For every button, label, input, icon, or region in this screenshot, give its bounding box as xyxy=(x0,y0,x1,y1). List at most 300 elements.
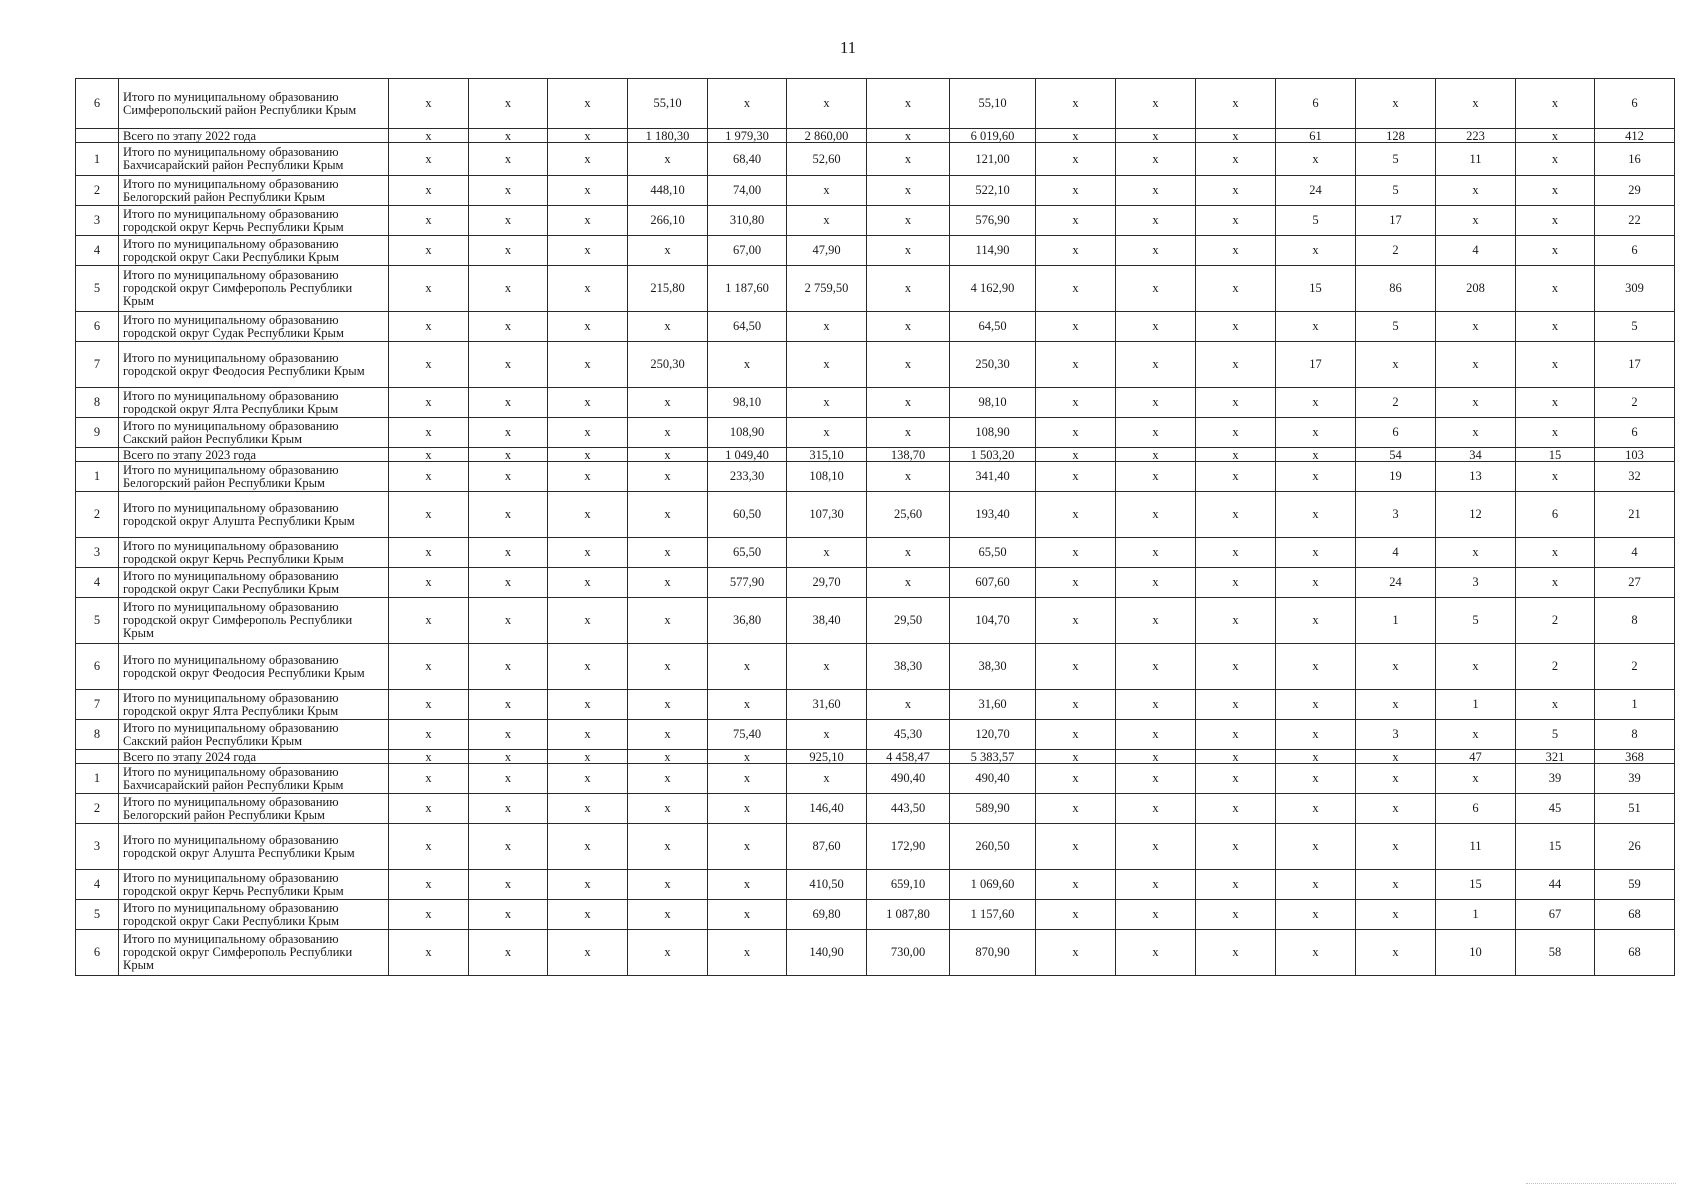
total-row xyxy=(76,750,1675,764)
row-number xyxy=(76,129,119,143)
table-cell: х xyxy=(628,690,708,720)
table-cell: х xyxy=(469,312,548,342)
table-row xyxy=(76,794,1675,824)
table-cell: х xyxy=(1116,720,1196,750)
row-name: Итого по муниципальному образованию Бахчисарайский район Республики Крым xyxy=(119,143,389,176)
table-cell: х xyxy=(628,492,708,538)
table-cell: х xyxy=(1196,930,1276,976)
table-cell: 193,40 xyxy=(950,492,1036,538)
table-cell: 6 019,60 xyxy=(950,129,1036,143)
table-row xyxy=(76,538,1675,568)
table-cell: х xyxy=(469,462,548,492)
table-cell: х xyxy=(628,644,708,690)
table-cell: х xyxy=(469,750,548,764)
row-name: Итого по муниципальному образованию городской округ Симферополь Республики Крым xyxy=(119,930,389,976)
table-cell: х xyxy=(1276,598,1356,644)
table-cell: х xyxy=(1116,690,1196,720)
table-cell: 341,40 xyxy=(950,462,1036,492)
table-cell: х xyxy=(1196,750,1276,764)
table-cell: 108,90 xyxy=(708,418,787,448)
table-cell: 659,10 xyxy=(867,870,950,900)
table-cell: х xyxy=(1276,418,1356,448)
row-name: Итого по муниципальному образованию городской округ Саки Республики Крым xyxy=(119,568,389,598)
table-cell: 5 xyxy=(1436,598,1516,644)
row-number: 1 xyxy=(76,462,119,492)
table-cell: х xyxy=(1436,79,1516,129)
table-cell: х xyxy=(548,644,628,690)
table-cell: х xyxy=(1276,764,1356,794)
row-name: Итого по муниципальному образованию Сакский район Республики Крым xyxy=(119,418,389,448)
table-cell: 140,90 xyxy=(787,930,867,976)
table-cell: 4 xyxy=(1436,236,1516,266)
table-cell: х xyxy=(1516,129,1595,143)
table-cell: х xyxy=(389,492,469,538)
table-cell: 172,90 xyxy=(867,824,950,870)
row-name: Итого по муниципальному образованию Белогорский район Республики Крым xyxy=(119,794,389,824)
table-cell: 3 xyxy=(1356,492,1436,538)
table-cell: х xyxy=(1116,930,1196,976)
table-cell: х xyxy=(1276,720,1356,750)
table-cell: х xyxy=(1036,870,1116,900)
table-cell: 1 049,40 xyxy=(708,448,787,462)
table-cell: 34 xyxy=(1436,448,1516,462)
table-cell: х xyxy=(548,342,628,388)
table-cell: 114,90 xyxy=(950,236,1036,266)
table-cell: х xyxy=(548,870,628,900)
table-cell: х xyxy=(469,236,548,266)
table-cell: х xyxy=(1436,312,1516,342)
row-number: 8 xyxy=(76,388,119,418)
table-cell: 107,30 xyxy=(787,492,867,538)
table-cell: 121,00 xyxy=(950,143,1036,176)
table-cell: х xyxy=(469,342,548,388)
table-cell: х xyxy=(1036,129,1116,143)
table-cell: х xyxy=(628,598,708,644)
table-cell: х xyxy=(389,870,469,900)
table-cell: 17 xyxy=(1356,206,1436,236)
table-cell: х xyxy=(1196,388,1276,418)
table-cell: х xyxy=(1276,538,1356,568)
table-cell: х xyxy=(1356,794,1436,824)
table-cell: х xyxy=(708,342,787,388)
table-cell: х xyxy=(548,900,628,930)
table-cell: 103 xyxy=(1595,448,1675,462)
table-cell: 55,10 xyxy=(950,79,1036,129)
table-cell: х xyxy=(787,764,867,794)
table-cell: 8 xyxy=(1595,598,1675,644)
table-cell: х xyxy=(389,930,469,976)
table-cell: 38,30 xyxy=(867,644,950,690)
table-cell: х xyxy=(1196,129,1276,143)
table-cell: 29,70 xyxy=(787,568,867,598)
row-number xyxy=(76,448,119,462)
table-cell: 75,40 xyxy=(708,720,787,750)
row-number: 9 xyxy=(76,418,119,448)
table-cell: х xyxy=(1036,644,1116,690)
row-name: Всего по этапу 2023 года xyxy=(119,448,389,462)
table-cell: 39 xyxy=(1516,764,1595,794)
row-name: Итого по муниципальному образованию городской округ Феодосия Республики Крым xyxy=(119,644,389,690)
table-cell: х xyxy=(1516,462,1595,492)
row-number: 7 xyxy=(76,342,119,388)
table-cell: х xyxy=(1196,312,1276,342)
table-cell: х xyxy=(867,129,950,143)
table-cell: 54 xyxy=(1356,448,1436,462)
table-cell: 11 xyxy=(1436,824,1516,870)
table-cell: х xyxy=(1196,568,1276,598)
table-cell: х xyxy=(1516,206,1595,236)
table-cell: х xyxy=(1036,764,1116,794)
table-cell: 2 860,00 xyxy=(787,129,867,143)
table-cell: х xyxy=(867,266,950,312)
table-cell: х xyxy=(1196,176,1276,206)
row-name: Всего по этапу 2022 года xyxy=(119,129,389,143)
table-cell: 208 xyxy=(1436,266,1516,312)
table-cell: 870,90 xyxy=(950,930,1036,976)
table-cell: х xyxy=(469,900,548,930)
table-cell: х xyxy=(389,129,469,143)
table-cell: 65,50 xyxy=(708,538,787,568)
table-cell: х xyxy=(628,794,708,824)
table-cell: 1 xyxy=(1436,690,1516,720)
table-cell: х xyxy=(628,900,708,930)
table-cell: х xyxy=(548,824,628,870)
table-cell: 21 xyxy=(1595,492,1675,538)
table-cell: х xyxy=(1036,930,1116,976)
table-cell: х xyxy=(1036,176,1116,206)
table-cell: х xyxy=(1276,312,1356,342)
table-cell: х xyxy=(1276,794,1356,824)
table-cell: х xyxy=(628,312,708,342)
table-cell: х xyxy=(389,794,469,824)
table-cell: х xyxy=(628,824,708,870)
row-number: 6 xyxy=(76,79,119,129)
table-cell: 250,30 xyxy=(628,342,708,388)
table-cell: х xyxy=(787,644,867,690)
table-cell: х xyxy=(787,720,867,750)
table-cell: х xyxy=(548,690,628,720)
table-cell: х xyxy=(1116,176,1196,206)
table-cell: 607,60 xyxy=(950,568,1036,598)
table-cell: х xyxy=(548,492,628,538)
table-cell: х xyxy=(1036,568,1116,598)
row-name: Итого по муниципальному образованию городской округ Ялта Республики Крым xyxy=(119,690,389,720)
row-number: 7 xyxy=(76,690,119,720)
table-cell: х xyxy=(1356,342,1436,388)
table-cell: х xyxy=(1436,764,1516,794)
table-cell: х xyxy=(1036,418,1116,448)
table-cell: х xyxy=(389,720,469,750)
table-row xyxy=(76,690,1675,720)
row-number: 1 xyxy=(76,143,119,176)
table-cell: х xyxy=(1356,870,1436,900)
table-cell: х xyxy=(628,143,708,176)
table-cell: 490,40 xyxy=(867,764,950,794)
table-cell: х xyxy=(548,598,628,644)
table-cell: 215,80 xyxy=(628,266,708,312)
table-cell: х xyxy=(389,79,469,129)
table-cell: х xyxy=(787,79,867,129)
row-name: Всего по этапу 2024 года xyxy=(119,750,389,764)
table-cell: х xyxy=(1116,764,1196,794)
table-cell: х xyxy=(1436,176,1516,206)
row-name: Итого по муниципальному образованию городской округ Керчь Республики Крым xyxy=(119,870,389,900)
table-cell: х xyxy=(1356,930,1436,976)
table-cell: х xyxy=(1196,143,1276,176)
table-cell: х xyxy=(867,206,950,236)
table-cell: 315,10 xyxy=(787,448,867,462)
table-cell: 5 xyxy=(1356,143,1436,176)
row-number: 5 xyxy=(76,266,119,312)
table-cell: х xyxy=(787,176,867,206)
table-cell: 250,30 xyxy=(950,342,1036,388)
table-cell: х xyxy=(1196,794,1276,824)
table-row xyxy=(76,418,1675,448)
table-row xyxy=(76,312,1675,342)
table-cell: х xyxy=(548,764,628,794)
table-cell: х xyxy=(1036,538,1116,568)
table-cell: 138,70 xyxy=(867,448,950,462)
table-cell: х xyxy=(389,644,469,690)
table-cell: х xyxy=(469,266,548,312)
table-cell: х xyxy=(787,206,867,236)
table-cell: х xyxy=(787,388,867,418)
table-row xyxy=(76,143,1675,176)
table-cell: х xyxy=(1116,418,1196,448)
table-cell: х xyxy=(389,418,469,448)
table-cell: х xyxy=(469,598,548,644)
row-number: 2 xyxy=(76,176,119,206)
table-cell: х xyxy=(787,312,867,342)
table-cell: х xyxy=(1116,568,1196,598)
table-cell: х xyxy=(1436,644,1516,690)
table-cell: х xyxy=(867,236,950,266)
table-cell: 68 xyxy=(1595,900,1675,930)
page-number: 11 xyxy=(839,38,857,57)
table-cell: 67 xyxy=(1516,900,1595,930)
table-cell: х xyxy=(708,750,787,764)
table-cell: х xyxy=(867,388,950,418)
table-cell: х xyxy=(1356,644,1436,690)
table-cell: 2 xyxy=(1595,388,1675,418)
row-name: Итого по муниципальному образованию городской округ Ялта Республики Крым xyxy=(119,388,389,418)
row-name: Итого по муниципальному образованию городской округ Керчь Республики Крым xyxy=(119,206,389,236)
table-cell: х xyxy=(867,342,950,388)
row-number: 3 xyxy=(76,206,119,236)
table-cell: х xyxy=(1516,176,1595,206)
table-cell: х xyxy=(389,236,469,266)
table-cell: 5 xyxy=(1356,176,1436,206)
table-cell: 67,00 xyxy=(708,236,787,266)
table-cell: х xyxy=(1036,492,1116,538)
table-cell: 87,60 xyxy=(787,824,867,870)
table-cell: 5 xyxy=(1276,206,1356,236)
table-cell: х xyxy=(1116,538,1196,568)
table-cell: х xyxy=(1356,824,1436,870)
table-cell: 47,90 xyxy=(787,236,867,266)
table-cell: 51 xyxy=(1595,794,1675,824)
row-number: 4 xyxy=(76,568,119,598)
table-row xyxy=(76,568,1675,598)
row-number: 6 xyxy=(76,644,119,690)
table-cell: х xyxy=(1116,129,1196,143)
table-cell: х xyxy=(1196,720,1276,750)
table-cell: х xyxy=(867,418,950,448)
table-cell: х xyxy=(1516,143,1595,176)
table-cell: 68,40 xyxy=(708,143,787,176)
table-cell: 22 xyxy=(1595,206,1675,236)
table-cell: х xyxy=(1036,462,1116,492)
table-cell: х xyxy=(1196,206,1276,236)
table-cell: 17 xyxy=(1595,342,1675,388)
table-cell: х xyxy=(469,143,548,176)
footer-mark xyxy=(1526,1183,1676,1184)
table-cell: х xyxy=(1036,448,1116,462)
table-cell: х xyxy=(628,930,708,976)
table-cell: 24 xyxy=(1276,176,1356,206)
table-cell: 16 xyxy=(1595,143,1675,176)
table-cell: х xyxy=(389,266,469,312)
table-row xyxy=(76,492,1675,538)
row-name: Итого по муниципальному образованию городской округ Алушта Республики Крым xyxy=(119,824,389,870)
table-cell: 29,50 xyxy=(867,598,950,644)
table-cell: 36,80 xyxy=(708,598,787,644)
table-cell: х xyxy=(708,824,787,870)
table-cell: 3 xyxy=(1356,720,1436,750)
table-cell: х xyxy=(1036,312,1116,342)
table-cell: 15 xyxy=(1436,870,1516,900)
table-cell: 47 xyxy=(1436,750,1516,764)
table-row xyxy=(76,930,1675,976)
table-cell: х xyxy=(628,720,708,750)
table-cell: 146,40 xyxy=(787,794,867,824)
table-cell: 15 xyxy=(1516,824,1595,870)
table-cell: х xyxy=(1196,79,1276,129)
table-cell: х xyxy=(1116,644,1196,690)
table-cell: х xyxy=(469,870,548,900)
table-cell: х xyxy=(548,206,628,236)
table-cell: 4 xyxy=(1595,538,1675,568)
table-cell: х xyxy=(1116,750,1196,764)
table-cell: 410,50 xyxy=(787,870,867,900)
table-row xyxy=(76,206,1675,236)
table-row xyxy=(76,900,1675,930)
table-cell: х xyxy=(1276,448,1356,462)
table-cell: х xyxy=(548,143,628,176)
table-cell: 490,40 xyxy=(950,764,1036,794)
table-cell: х xyxy=(548,266,628,312)
table-cell: х xyxy=(1436,418,1516,448)
table-cell: х xyxy=(389,764,469,794)
table-cell: х xyxy=(1116,342,1196,388)
table-cell: х xyxy=(708,690,787,720)
table-cell: х xyxy=(867,568,950,598)
table-cell: х xyxy=(1036,690,1116,720)
table-cell: х xyxy=(1036,143,1116,176)
table-cell: 31,60 xyxy=(787,690,867,720)
table-cell: х xyxy=(548,448,628,462)
table-cell: х xyxy=(1276,870,1356,900)
table-cell: 19 xyxy=(1356,462,1436,492)
table-cell: 44 xyxy=(1516,870,1595,900)
table-cell: х xyxy=(389,206,469,236)
table-cell: х xyxy=(1036,750,1116,764)
table-cell: х xyxy=(1036,388,1116,418)
table-cell: х xyxy=(1276,568,1356,598)
table-cell: х xyxy=(469,644,548,690)
table-cell: х xyxy=(1196,462,1276,492)
table-cell: 5 xyxy=(1595,312,1675,342)
table-cell: х xyxy=(1116,312,1196,342)
table-cell: х xyxy=(1356,690,1436,720)
table-cell: х xyxy=(469,176,548,206)
row-number: 2 xyxy=(76,492,119,538)
table-cell: х xyxy=(708,644,787,690)
table-cell: 12 xyxy=(1436,492,1516,538)
table-cell: х xyxy=(1196,448,1276,462)
table-cell: х xyxy=(1116,143,1196,176)
table-cell: 59 xyxy=(1595,870,1675,900)
table-cell: 10 xyxy=(1436,930,1516,976)
table-cell: х xyxy=(1516,342,1595,388)
table-cell: х xyxy=(469,388,548,418)
table-cell: х xyxy=(1116,492,1196,538)
table-cell: х xyxy=(1196,266,1276,312)
table-cell: х xyxy=(389,143,469,176)
row-number: 3 xyxy=(76,824,119,870)
table-cell: 98,10 xyxy=(708,388,787,418)
row-name: Итого по муниципальному образованию городской округ Симферополь Республики Крым xyxy=(119,266,389,312)
total-row xyxy=(76,448,1675,462)
row-number: 5 xyxy=(76,598,119,644)
table-cell: х xyxy=(469,206,548,236)
table-cell: х xyxy=(867,312,950,342)
table-cell: х xyxy=(1116,206,1196,236)
table-cell: х xyxy=(867,538,950,568)
table-cell: х xyxy=(389,690,469,720)
table-cell: 6 xyxy=(1595,418,1675,448)
row-number: 6 xyxy=(76,930,119,976)
table-row xyxy=(76,598,1675,644)
table-cell: 6 xyxy=(1516,492,1595,538)
table-cell: х xyxy=(548,418,628,448)
table-cell: х xyxy=(867,462,950,492)
total-row xyxy=(76,129,1675,143)
table-cell: х xyxy=(1196,342,1276,388)
table-row xyxy=(76,644,1675,690)
table-cell: 1 187,60 xyxy=(708,266,787,312)
row-name: Итого по муниципальному образованию Белогорский район Республики Крым xyxy=(119,462,389,492)
table-cell: х xyxy=(389,388,469,418)
table-row xyxy=(76,388,1675,418)
table-cell: х xyxy=(469,448,548,462)
table-cell: х xyxy=(1276,900,1356,930)
table-cell: х xyxy=(548,129,628,143)
table-cell: 11 xyxy=(1436,143,1516,176)
table-cell: х xyxy=(1116,598,1196,644)
table-cell: х xyxy=(1516,418,1595,448)
table-cell: 38,40 xyxy=(787,598,867,644)
table-cell: 32 xyxy=(1595,462,1675,492)
table-cell: 5 xyxy=(1356,312,1436,342)
table-cell: 266,10 xyxy=(628,206,708,236)
table-cell: х xyxy=(1036,794,1116,824)
table-cell: х xyxy=(389,342,469,388)
table-cell: 310,80 xyxy=(708,206,787,236)
table-cell: х xyxy=(708,930,787,976)
table-cell: х xyxy=(548,720,628,750)
table-cell: х xyxy=(1516,266,1595,312)
